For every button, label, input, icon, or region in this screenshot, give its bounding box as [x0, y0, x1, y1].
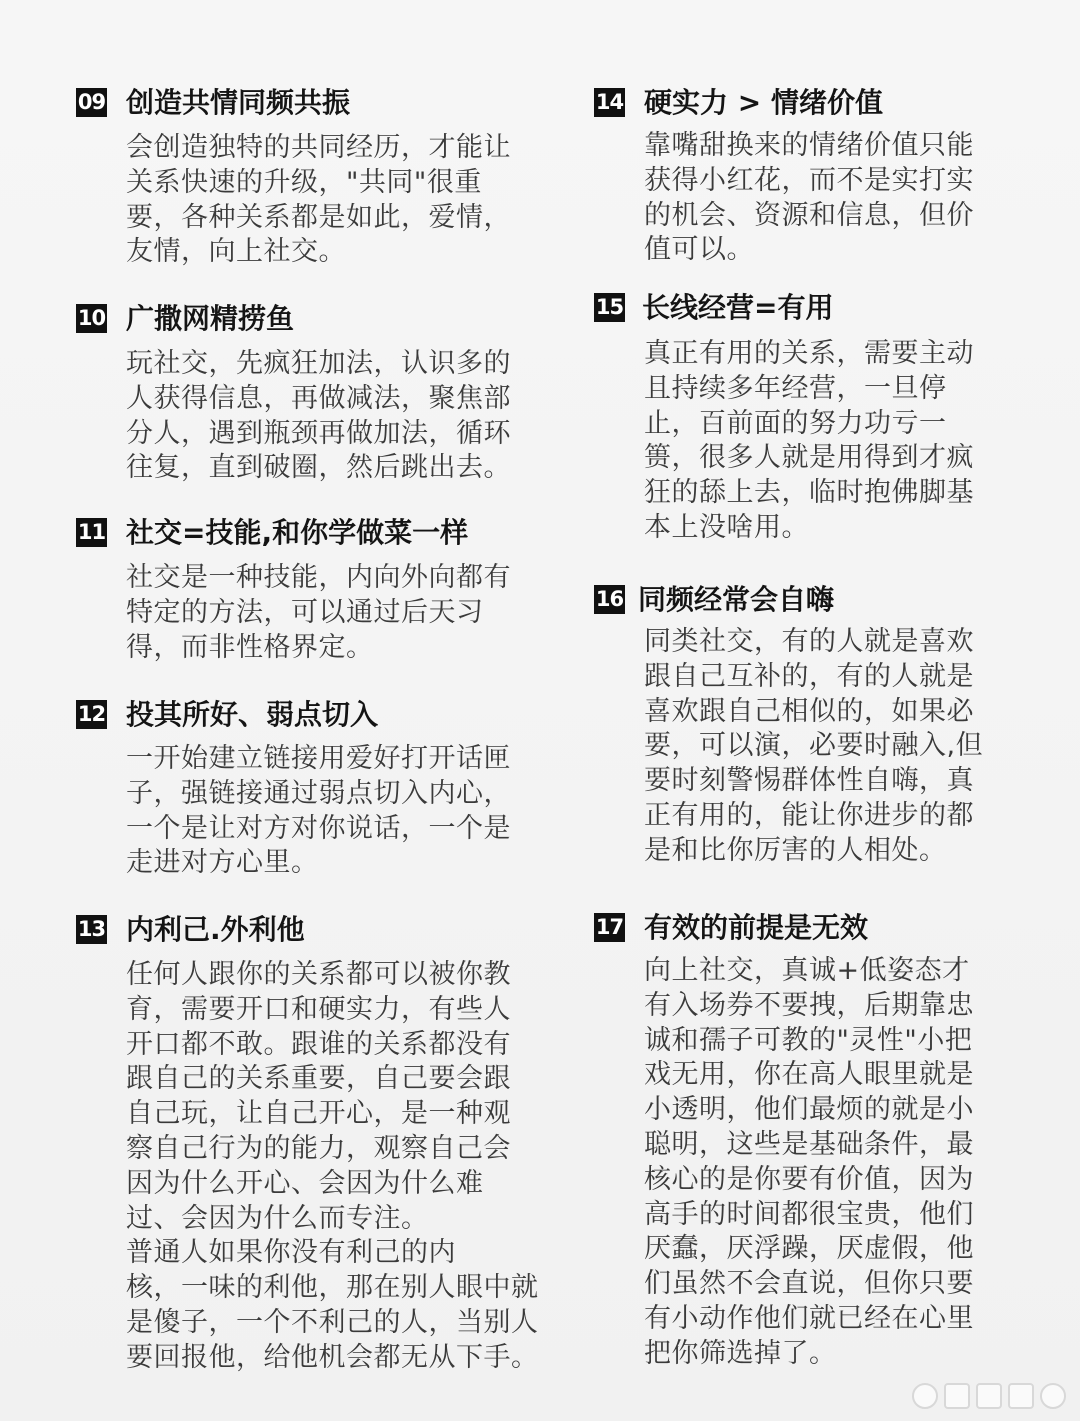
watermark-square-icon	[976, 1383, 1002, 1409]
section-number-badge: 09	[76, 88, 107, 117]
watermark-circle-icon	[1040, 1383, 1066, 1409]
body-line: 们虽然不会直说，但你只要	[644, 1268, 974, 1300]
body-line: 靠嘴甜换来的情绪价值只能	[644, 130, 974, 161]
body-line: 自己玩，让自己开心，是一种观	[126, 1098, 511, 1130]
section-body	[644, 337, 974, 546]
body-line: 是傻子，一个不利己的人，当别人	[126, 1306, 539, 1338]
section-number-badge: 10	[76, 304, 107, 333]
body-line: 任何人跟你的关系都可以被你教	[126, 959, 511, 990]
body-line: 同类社交，有的人就是喜欢	[644, 626, 974, 657]
watermark-square-icon	[944, 1383, 970, 1409]
section-body	[126, 742, 511, 881]
body-line: 高手的时间都很宝贵，他们	[644, 1198, 974, 1230]
body-line: 要回报他，给他机会都无从下手。	[126, 1341, 539, 1373]
section-number-badge: 13	[76, 915, 107, 944]
body-line: 开口都不敢。跟谁的关系都没有	[126, 1028, 511, 1060]
body-line: 社交是一种技能，内向外向都有	[126, 562, 511, 593]
section-body	[644, 954, 974, 1372]
body-line: 向上社交，真诚+低姿态才	[644, 955, 970, 986]
section-number-badge: 16	[594, 585, 625, 614]
body-line: 有入场券不要拽，后期靠忠	[644, 989, 974, 1021]
body-line: 聪明，这些是基础条件，最	[644, 1128, 974, 1160]
body-line: 把你筛选掉了。	[644, 1337, 837, 1369]
body-line: 育，需要开口和硬实力，有些人	[126, 993, 511, 1025]
body-line: 厌蠢，厌浮躁，厌虚假，他	[644, 1233, 974, 1265]
section-number-badge: 15	[594, 293, 625, 322]
body-line: 走进对方心里。	[126, 847, 319, 879]
section-number-badge: 12	[76, 700, 107, 729]
body-line: 特定的方法，可以通过后天习	[126, 596, 484, 628]
body-line: 人获得信息，再做减法，聚焦部	[126, 382, 511, 414]
section-number-badge: 11	[76, 518, 107, 547]
body-line: 因为什么开心、会因为什么难	[126, 1167, 484, 1199]
section-title: 投其所好、弱点切入	[126, 698, 379, 731]
body-line: 是和比你厉害的人相处。	[644, 834, 947, 866]
body-line: 止，百前面的努力功亏一	[644, 407, 947, 439]
section-title: 广撒网精捞鱼	[126, 302, 295, 335]
body-line: 核，一味的利他，那在别人眼中就	[126, 1272, 539, 1304]
body-line: 狂的舔上去，临时抱佛脚基	[644, 477, 974, 509]
body-line: 正有用的，能让你进步的都	[644, 799, 974, 831]
section-title: 创造共情同频共振	[126, 86, 351, 119]
section-title: 硬实力 > 情绪价值	[644, 86, 883, 119]
section-title: 有效的前提是无效	[644, 911, 869, 944]
body-line: 跟自己的关系重要，自己要会跟	[126, 1063, 511, 1095]
body-line: 戏无用，你在高人眼里就是	[644, 1059, 974, 1091]
body-line: 过、会因为什么而专注。	[126, 1202, 429, 1234]
section-number-badge: 14	[594, 88, 625, 117]
body-line: 有小动作他们就已经在心里	[644, 1302, 974, 1334]
section-body	[644, 625, 983, 869]
body-line: 子，强链接通过弱点切入内心，	[126, 777, 511, 809]
body-line: 篑，很多人就是用得到才疯	[644, 442, 974, 474]
body-line: 要时刻警惕群体性自嗨，真	[644, 765, 974, 797]
body-line: 核心的是你要有价值，因为	[644, 1163, 974, 1195]
body-line: 小透明，他们最烦的就是小	[644, 1094, 974, 1126]
watermark-logo	[912, 1383, 1066, 1409]
body-line: 得，而非性格界定。	[126, 631, 374, 663]
body-line: 往复，直到破圈，然后跳出去。	[126, 452, 511, 484]
body-line: 要，各种关系都是如此，爱情，	[126, 201, 511, 233]
watermark-circle-icon	[912, 1383, 938, 1409]
body-line: 要，可以演，必要时融入,但	[644, 730, 984, 762]
section-body	[644, 129, 974, 268]
section-body	[126, 131, 511, 270]
body-line: 值可以。	[644, 234, 754, 266]
body-line: 真正有用的关系，需要主动	[644, 338, 974, 369]
section-title: 社交=技能,和你学做菜一样	[126, 516, 469, 549]
section-title: 长线经营=有用	[642, 291, 834, 324]
body-line: 获得小红花，而不是实打实	[644, 164, 974, 196]
body-line: 一个是让对方对你说话，一个是	[126, 812, 511, 844]
body-line: 跟自己互补的，有的人就是	[644, 660, 974, 692]
section-number-badge: 17	[594, 913, 625, 942]
watermark-square-icon	[1008, 1383, 1034, 1409]
section-title: 同频经常会自嗨	[638, 583, 835, 616]
body-line: 本上没啥用。	[644, 511, 809, 543]
body-line: 一开始建立链接用爱好打开话匣	[126, 743, 511, 774]
body-line: 友情，向上社交。	[126, 236, 346, 268]
body-line: 诚和孺子可教的"灵性"小把	[644, 1024, 973, 1056]
section-title: 内利己.外利他	[126, 913, 305, 946]
body-line: 察自己行为的能力，观察自己会	[126, 1132, 511, 1164]
section-body	[126, 561, 511, 665]
section-body	[126, 958, 539, 1376]
body-line: 玩社交，先疯狂加法，认识多的	[126, 348, 511, 379]
section-body	[126, 347, 511, 486]
body-line: 且持续多年经营，一旦停	[644, 372, 947, 404]
body-line: 会创造独特的共同经历，才能让	[126, 132, 511, 163]
body-line: 喜欢跟自己相似的，如果必	[644, 695, 974, 727]
body-line: 普通人如果你没有利己的内	[126, 1237, 456, 1269]
body-line: 分人，遇到瓶颈再做加法，循环	[126, 417, 511, 449]
body-line: 的机会、资源和信息，但价	[644, 199, 974, 231]
body-line: 关系快速的升级，"共同"很重	[126, 166, 482, 198]
